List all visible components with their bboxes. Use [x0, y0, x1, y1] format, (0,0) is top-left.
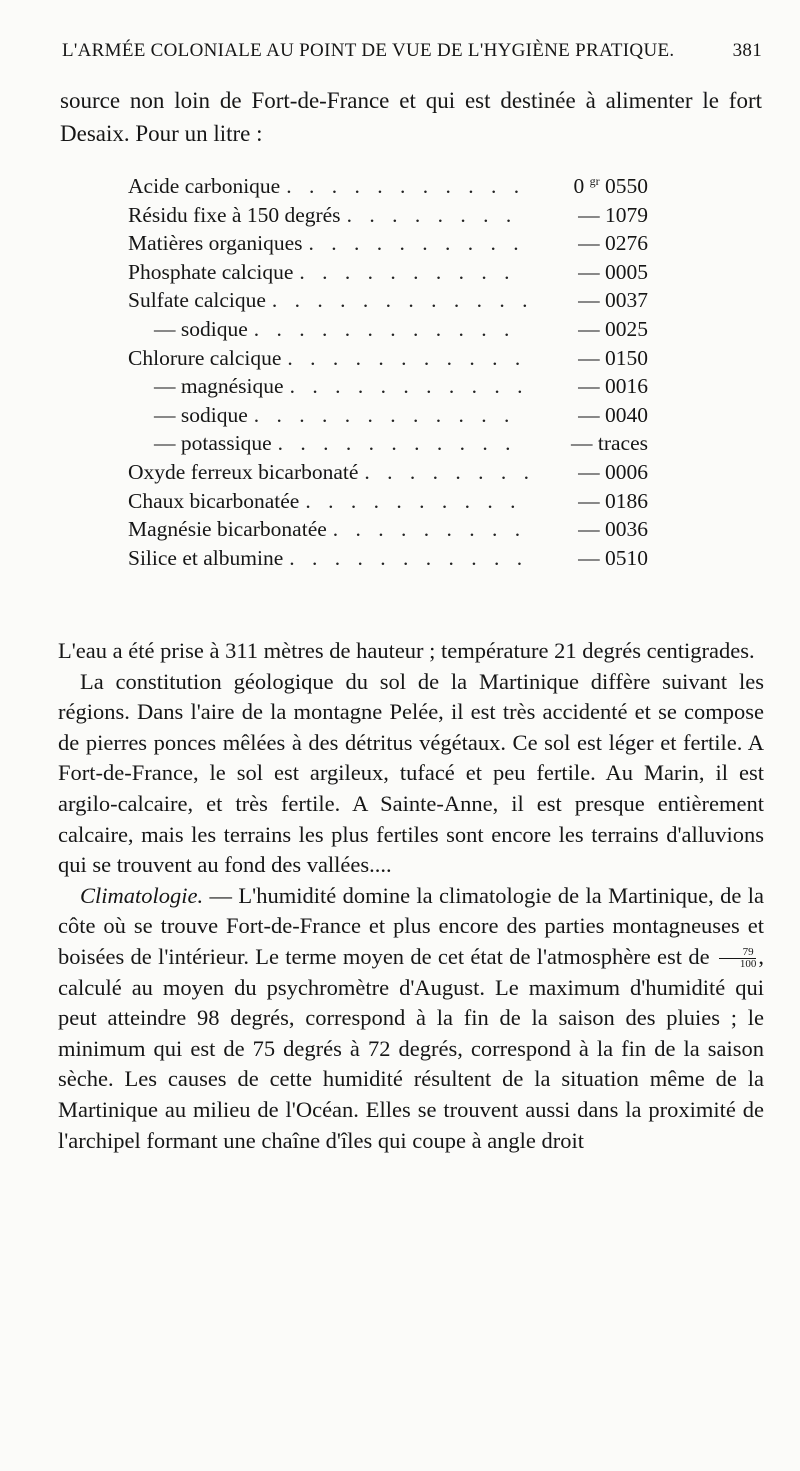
intro-paragraph — [60, 84, 762, 150]
analysis-label: Résidu fixe à 150 degrés — [128, 202, 341, 227]
water-analysis-table — [118, 174, 648, 574]
analysis-label: Oxyde ferreux bicarbonaté — [128, 459, 359, 484]
analysis-label: Sulfate calcique — [128, 288, 266, 313]
analysis-row — [118, 288, 648, 317]
leader-dots — [327, 517, 528, 542]
analysis-row — [118, 517, 648, 546]
running-title: L'ARMÉE COLONIALE AU POINT DE VUE DE L'HYGIÈNE PRATIQUE. — [62, 40, 675, 61]
fraction — [718, 947, 757, 970]
analysis-label: Chlorure calcique — [128, 345, 282, 370]
analysis-value: — 1079 — [578, 202, 648, 227]
analysis-value: — 0016 — [578, 374, 648, 399]
analysis-label: Chaux bicarbonatée — [128, 488, 300, 513]
leader-dots — [248, 403, 528, 428]
paragraph-climatology — [58, 881, 764, 1156]
analysis-number: 0550 — [605, 174, 648, 198]
analysis-value: — 0037 — [578, 288, 648, 313]
paragraph-text: , calculé au moyen du psychromètre d'August. Le maximum d'humidité qui peut atteindre 98 degrés, correspond à la fin de la saison des pluies ; le minimum qui est de 75 degrés à 72 degrés, correspond à la fin de la saison sèche. Les causes de cette humidité résultent de la situation même de la Martinique au milieu de l'Océan. Elles se trouvent aussi dans la proximité de l'archipel formant une chaîne d'îles qui coupe à angle droit — [58, 943, 765, 1153]
leader-dots — [358, 460, 528, 485]
analysis-row — [118, 174, 648, 203]
analysis-label: Acide carbonique — [128, 174, 281, 198]
fraction-denominator: 100 — [739, 958, 757, 971]
analysis-row — [118, 403, 648, 432]
leader-dots — [281, 346, 528, 371]
fraction-numerator: 79 — [719, 947, 756, 959]
section-heading: Climatologie. — [80, 882, 204, 908]
leader-dots — [299, 489, 528, 514]
leader-dots — [280, 174, 528, 199]
analysis-value: — 0005 — [578, 259, 648, 284]
analysis-row — [118, 231, 648, 260]
analysis-value — [528, 174, 648, 199]
leader-dots — [248, 317, 528, 342]
analysis-row — [118, 546, 648, 575]
analysis-label: — potassique — [154, 431, 272, 456]
leader-dots — [303, 231, 528, 256]
body-text — [58, 636, 764, 1156]
analysis-label: Phosphate calcique — [128, 259, 294, 284]
analysis-row — [118, 346, 648, 375]
analysis-label: — sodique — [154, 316, 248, 341]
unit-label: gr — [589, 174, 600, 188]
analysis-label: Matières organiques — [128, 231, 303, 256]
paragraph-water-origin: L'eau a été prise à 311 mètres de hauteur ; température 21 degrés centigrades. — [58, 638, 755, 663]
analysis-value: — 0186 — [578, 488, 648, 513]
analysis-value: — traces — [570, 431, 648, 456]
paragraph-text: — L'humidité domine la climatologie de la Martinique, de la côte où se trouve Fort-de-France et plus encore des parties montagneuses et boisées de l'intérieur. Le terme moyen de cet état de l'atmosphère est de — [58, 882, 764, 969]
analysis-row — [118, 317, 648, 346]
analysis-row — [118, 260, 648, 289]
analysis-row — [118, 431, 648, 460]
analysis-value: — 0150 — [578, 345, 648, 370]
analysis-value: — 0040 — [578, 402, 648, 427]
leader-dots — [266, 288, 528, 313]
analysis-label: — magnésique — [154, 374, 284, 399]
unit-prefix: 0 — [573, 174, 585, 198]
analysis-value: — 0276 — [578, 231, 648, 256]
analysis-value: — 0025 — [578, 316, 648, 341]
analysis-label: Magnésie bicarbonatée — [128, 517, 327, 542]
leader-dots — [293, 260, 528, 285]
running-header — [62, 40, 762, 62]
analysis-row — [118, 203, 648, 232]
analysis-row — [118, 374, 648, 403]
leader-dots — [283, 546, 528, 571]
intro-text: source non loin de Fort-de-France et qui est destinée à alimenter le fort Desaix. Pour un litre : — [60, 88, 762, 146]
analysis-row — [118, 460, 648, 489]
leader-dots — [341, 203, 528, 228]
analysis-value: — 0510 — [578, 545, 648, 570]
analysis-value: — 0006 — [578, 459, 648, 484]
page-number: 381 — [732, 40, 762, 61]
leader-dots — [272, 431, 528, 456]
analysis-label: — sodique — [154, 402, 248, 427]
paragraph-geology: La constitution géologique du sol de la Martinique diffère suivant les régions. Dans l'aire de la montagne Pelée, il est très accidenté et se compose de pierres ponces mêlées à des détritus végétaux. Ce sol est léger et fertile. A Fort-de-France, le sol est argileux, tufacé et peu fertile. Au Marin, il est argilo-calcaire, et très fertile. A Sainte-Anne, il est presque entièrement calcaire, mais les terrains les plus fertiles sont encore les terrains d'alluvions qui se trouvent au fond des vallées.... — [58, 668, 764, 878]
analysis-row — [118, 489, 648, 518]
analysis-label: Silice et albumine — [128, 545, 284, 570]
analysis-value: — 0036 — [578, 517, 648, 542]
leader-dots — [284, 374, 528, 399]
